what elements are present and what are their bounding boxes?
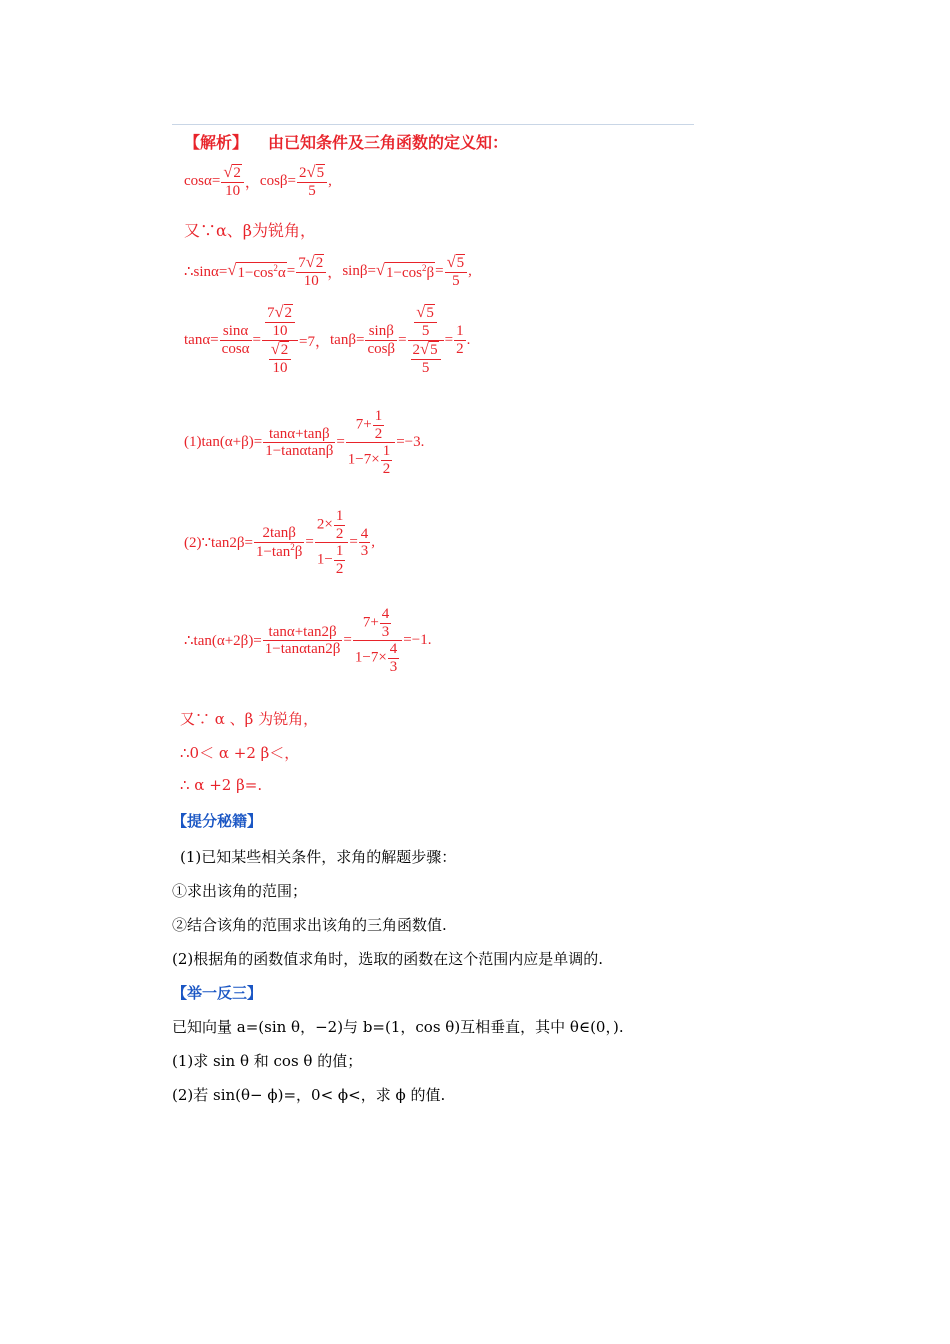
- tan-alpha-complex: 7 √ 2 10 √ 2 10: [262, 304, 298, 377]
- tail-line-1: 又∵ α 、β 为锐角，: [180, 710, 319, 728]
- analysis-heading: 【解析】: [184, 133, 249, 152]
- cos-line: cosα= √ 2 10 ， cosβ= 2 √ 5 5 ,: [184, 162, 332, 200]
- tail-line-3: ∴ α +2 β=.: [180, 776, 263, 794]
- cos-beta-label: cosβ=: [259, 173, 296, 190]
- practice-line-2: (1)求 sin θ 和 cos θ 的值；: [172, 1052, 363, 1070]
- tips-line-2: ①求出该角的范围；: [172, 882, 308, 900]
- analysis-intro: 由已知条件及三角函数的定义知：: [268, 133, 509, 152]
- practice-line-1: 已知向量 a=(sin θ，−2)与 b=(1，cos θ)互相垂直，其中 θ∈(0，).: [172, 1018, 624, 1036]
- tips-heading: 【提分秘籍】: [172, 812, 263, 830]
- tips-line-4: (2)根据角的函数值求角时，选取的函数在这个范围内应是单调的.: [172, 950, 604, 968]
- part3-line: ∴tan(α+2β)= $\frac{\tan\alpha+\tan 2\beta}{1-\tan\alpha\tan 2\beta}$ = 7+ $\frac{4}{3}$ 1−7× $\frac{4}{3}$ =−1.: [184, 606, 432, 675]
- tan-line: tanα= $\frac{\sin\alpha}{\cos\alpha}$ = 7 √ 2 10 √ 2 10 =7， tanβ= $\frac{\sin\beta}{\cos\beta}$ = √ 5 5 2 √ 5 5 = $\frac{1}{2}$ .: [184, 302, 471, 376]
- part1-complex: 7+ $\frac{1}{2}$ 1−7× $\frac{1}{2}$: [346, 408, 395, 477]
- cos-alpha-fraction: √ 2 10: [221, 164, 244, 200]
- cos-alpha-label: cosα=: [184, 173, 221, 190]
- tips-line-3: ②结合该角的范围求出该角的三角函数值.: [172, 916, 447, 934]
- acute-statement: 又∵α、β为锐角，: [184, 221, 317, 240]
- sin-line: ∴sinα= √ $1-\cos^2\alpha$ = 7 √ 2 10 ， sinβ= √ $1-\cos^2\beta$ = √ 5 5 ,: [184, 252, 472, 290]
- sin-beta-fraction: √ 5 5: [445, 254, 468, 290]
- practice-heading: 【举一反三】: [172, 984, 263, 1002]
- cos-beta-fraction: 2 √ 5 5: [297, 164, 327, 200]
- practice-line-3: (2)若 sin(θ− ϕ)=，0< ϕ<，求 ϕ 的值.: [172, 1086, 446, 1104]
- top-rule: [172, 124, 694, 125]
- part1-line: (1)tan(α+β)= $\frac{\tan\alpha+\tan\beta}{1-\tan\alpha\tan\beta}$ = 7+ $\frac{1}{2}$ 1−7× $\frac{1}{2}$ =−3.: [184, 408, 425, 477]
- part3-complex: 7+ $\frac{4}{3}$ 1−7× $\frac{4}{3}$: [353, 606, 402, 675]
- tan-beta-def: $\frac{\sin\beta}{\cos\beta}$: [367, 323, 396, 357]
- tan-beta-complex: √ 5 5 2 √ 5 5: [408, 304, 444, 377]
- tan-alpha-def: $\frac{\sin\alpha}{\cos\alpha}$: [221, 323, 250, 357]
- part2-complex: 2× $\frac{1}{2}$ 1− $\frac{1}{2}$: [315, 508, 348, 577]
- sin-alpha-fraction: 7 √ 2 10: [296, 254, 326, 290]
- tail-line-2: ∴0＜ α +2 β＜，: [180, 744, 300, 762]
- part2-line: (2)∵tan2β= $\frac{2\tan\beta}{1-\tan^2\beta}$ = 2× $\frac{1}{2}$ 1− $\frac{1}{2}$ = $\frac{4}{3}$ ,: [184, 508, 376, 577]
- tips-line-1: (1)已知某些相关条件，求角的解题步骤：: [180, 848, 457, 866]
